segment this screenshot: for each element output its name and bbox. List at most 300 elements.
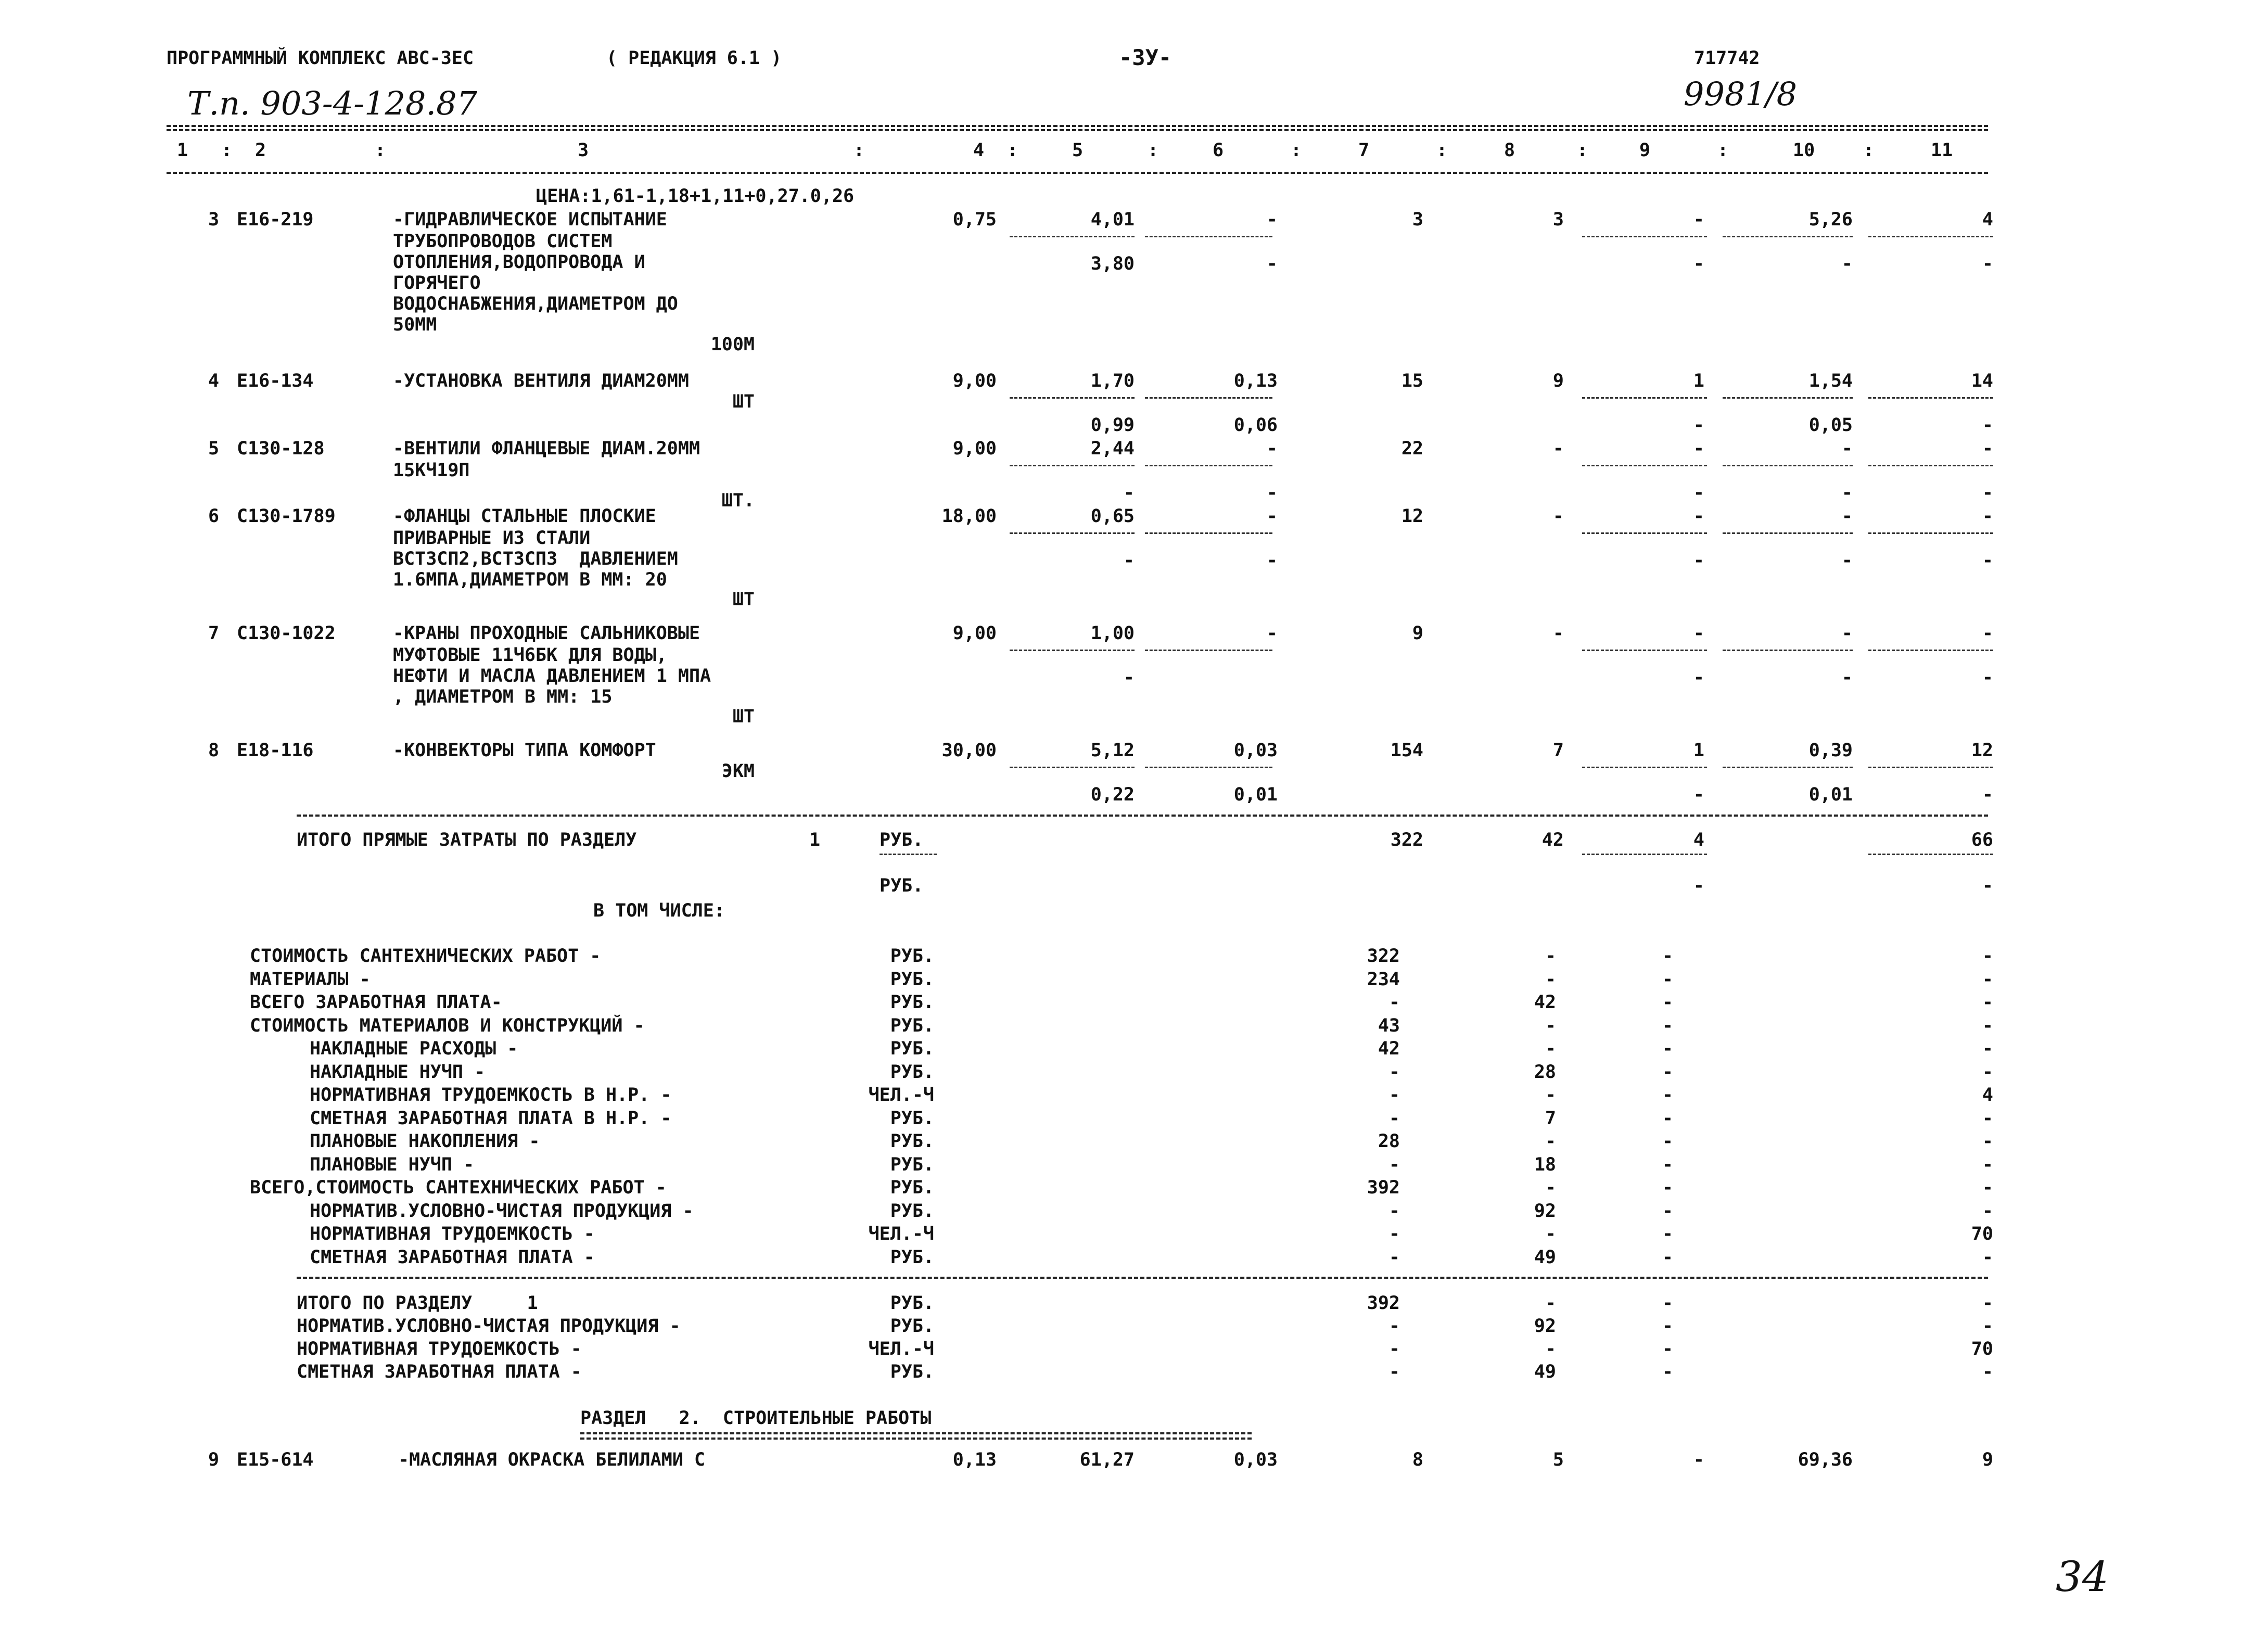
cell-c8: 9	[1552, 371, 1564, 391]
total-c11: 66	[1971, 830, 1993, 850]
summary-unit: РУБ.	[890, 1061, 934, 1083]
column-number-6: 6	[1213, 140, 1224, 161]
section-total-col7: 392	[1367, 1293, 1400, 1314]
column-number-9: 9	[1639, 140, 1651, 161]
row-description-line: ГОРЯЧЕГО	[393, 273, 481, 294]
page-number: 34	[2056, 1553, 2109, 1601]
cell-c4: 0,75	[952, 209, 997, 230]
summary-col7: -	[1388, 1108, 1400, 1129]
column-number-10: 10	[1793, 140, 1815, 161]
cell-divider	[1145, 465, 1272, 466]
cell-c9: 1	[1693, 740, 1704, 761]
section-total-label: СМЕТНАЯ ЗАРАБОТНАЯ ПЛАТА -	[297, 1362, 582, 1382]
cell-c9-sub: -	[1693, 482, 1704, 503]
summary-col8: -	[1545, 1085, 1556, 1105]
summary-col9: -	[1662, 1131, 1673, 1152]
summary-col9: -	[1662, 1038, 1673, 1059]
section-total-col9: -	[1662, 1293, 1673, 1314]
summary-unit: РУБ.	[890, 1108, 934, 1129]
section-total-col11: -	[1982, 1316, 1993, 1337]
cell-c6: 0,03	[1233, 740, 1278, 761]
cell-c11-sub: -	[1982, 482, 1993, 503]
row-number: 3	[208, 209, 220, 230]
cell-divider	[1723, 767, 1853, 768]
summary-col8: -	[1545, 1015, 1556, 1036]
summary-col7: -	[1388, 1246, 1400, 1268]
cell-c8: 5	[1552, 1449, 1564, 1470]
column-number-7: 7	[1358, 140, 1370, 161]
column-separator: :	[1007, 140, 1018, 161]
cell-c11: 14	[1971, 371, 1993, 391]
summary-col7: -	[1388, 1061, 1400, 1083]
cell-c10: -	[1841, 438, 1853, 459]
cell-divider	[1723, 397, 1853, 399]
summary-col11: 70	[1971, 1224, 1993, 1244]
cell-c11: -	[1982, 506, 1993, 527]
summary-label: НОРМАТИВ.УСЛОВНО-ЧИСТАЯ ПРОДУКЦИЯ -	[310, 1200, 694, 1222]
cell-c9: -	[1693, 209, 1704, 230]
summary-label: ПЛАНОВЫЕ НАКОПЛЕНИЯ -	[310, 1131, 540, 1152]
section-total-col9: -	[1662, 1316, 1673, 1337]
summary-col9: -	[1662, 1085, 1673, 1105]
cell-c10-sub: -	[1841, 253, 1853, 274]
cell-c10: 1,54	[1808, 371, 1853, 391]
row-code: С130-128	[237, 438, 325, 459]
cell-c5-sub: -	[1123, 667, 1135, 688]
total-c7: 322	[1390, 830, 1423, 850]
summary-label: СТОИМОСТЬ МАТЕРИАЛОВ И КОНСТРУКЦИЙ -	[250, 1015, 645, 1036]
summary-col11: -	[1982, 946, 1993, 966]
cell-divider	[1010, 650, 1135, 651]
column-number-2: 2	[255, 140, 266, 161]
summary-col9: -	[1662, 1154, 1673, 1175]
summary-col7: 322	[1367, 946, 1400, 966]
cell-c9: -	[1693, 623, 1704, 644]
row-unit: ШТ	[732, 706, 755, 727]
cell-c9-sub: -	[1693, 415, 1704, 436]
cell-c9-sub: -	[1693, 667, 1704, 688]
cell-divider	[1010, 767, 1135, 768]
row-description-line: 15КЧ19П	[393, 460, 470, 481]
cell-divider	[1582, 767, 1707, 768]
including-heading: В ТОМ ЧИСЛЕ:	[593, 900, 725, 921]
cell-divider	[1868, 465, 1993, 466]
summary-unit: РУБ.	[890, 946, 934, 966]
summary-col9: -	[1662, 1015, 1673, 1036]
cell-c7: 12	[1401, 506, 1423, 527]
summary-label: НАКЛАДНЫЕ НУЧП -	[310, 1061, 486, 1083]
summary-col9: -	[1662, 1061, 1673, 1083]
summary-col9: -	[1662, 1246, 1673, 1268]
column-separator: :	[853, 140, 865, 161]
column-separator: :	[221, 140, 233, 161]
cell-divider	[1582, 532, 1707, 534]
column-number-1: 1	[177, 140, 188, 161]
program-title: ПРОГРАММНЫЙ КОМПЛЕКС АВС-ЗЕС	[167, 48, 474, 69]
cell-c9: -	[1693, 438, 1704, 459]
cell-divider	[1582, 236, 1707, 237]
summary-col8: -	[1545, 946, 1556, 966]
summary-unit: РУБ.	[890, 1200, 934, 1222]
column-number-3: 3	[578, 140, 589, 161]
row-code: Е15-614	[237, 1449, 314, 1470]
summary-unit: РУБ.	[890, 1177, 934, 1198]
summary-col7: 234	[1367, 969, 1400, 990]
summary-unit: ЧЕЛ.-Ч	[868, 1224, 934, 1244]
cell-divider	[1723, 532, 1853, 534]
section-total-col8: -	[1545, 1339, 1556, 1359]
summary-unit: РУБ.	[890, 1131, 934, 1152]
column-number-4: 4	[973, 140, 985, 161]
inventory-number: 9981/8	[1684, 75, 1798, 113]
row-number: 6	[208, 506, 220, 527]
cell-divider	[1145, 397, 1272, 399]
total-divider	[1868, 854, 1993, 855]
cell-c10-sub: -	[1841, 667, 1853, 688]
summary-col8: -	[1545, 1224, 1556, 1244]
cell-divider	[1010, 465, 1135, 466]
row-number: 9	[208, 1449, 220, 1470]
section-total-unit: ЧЕЛ.-Ч	[868, 1339, 934, 1359]
summary-col8: 42	[1534, 992, 1556, 1013]
summary-col8: -	[1545, 1038, 1556, 1059]
column-separator: :	[1436, 140, 1448, 161]
section-rule-2	[297, 1277, 1988, 1279]
section-2-title: РАЗДЕЛ 2. СТРОИТЕЛЬНЫЕ РАБОТЫ	[580, 1408, 932, 1429]
cell-divider	[1145, 532, 1272, 534]
row-description-line: -КРАНЫ ПРОХОДНЫЕ САЛЬНИКОВЫЕ	[393, 623, 700, 644]
total-unit: РУБ.	[880, 830, 924, 850]
summary-col11: -	[1982, 1061, 1993, 1083]
cell-c9: 1	[1693, 371, 1704, 391]
summary-col11: 4	[1982, 1085, 1993, 1105]
section-rule-1	[297, 815, 1988, 817]
total-section-number: 1	[809, 830, 821, 850]
cell-divider	[1723, 465, 1853, 466]
summary-col9: -	[1662, 1200, 1673, 1222]
cell-c5: 0,65	[1090, 506, 1135, 527]
total-unit-2: РУБ.	[880, 875, 924, 896]
column-separator: :	[1717, 140, 1729, 161]
cell-c5-sub: 3,80	[1090, 253, 1135, 274]
cell-divider	[1868, 650, 1993, 651]
cell-c6: -	[1266, 438, 1278, 459]
row-unit: ЭКМ	[721, 761, 755, 782]
cell-c11: 12	[1971, 740, 1993, 761]
cell-divider	[1723, 650, 1853, 651]
cell-c7: 8	[1412, 1449, 1423, 1470]
total-c8: 42	[1541, 830, 1564, 850]
summary-col8: -	[1545, 969, 1556, 990]
cell-c10: 69,36	[1798, 1449, 1853, 1470]
summary-col11: -	[1982, 1177, 1993, 1198]
cell-c10: -	[1841, 506, 1853, 527]
row-unit: ШТ	[732, 589, 755, 610]
summary-unit: РУБ.	[890, 992, 934, 1013]
cell-divider	[1145, 767, 1272, 768]
summary-col8: 18	[1534, 1154, 1556, 1175]
summary-col7: 43	[1378, 1015, 1400, 1036]
cell-c6-sub: 0,01	[1233, 784, 1278, 805]
summary-unit: РУБ.	[890, 1154, 934, 1175]
section-total-col11: 70	[1971, 1339, 1993, 1359]
section-total-unit: РУБ.	[890, 1293, 934, 1314]
row-description-line: -ФЛАНЦЫ СТАЛЬНЫЕ ПЛОСКИЕ	[393, 506, 656, 527]
cell-c5-sub: 0,99	[1090, 415, 1135, 436]
row-code: Е16-219	[237, 209, 314, 230]
cell-c11-sub: -	[1982, 253, 1993, 274]
summary-col9: -	[1662, 1224, 1673, 1244]
summary-col11: -	[1982, 1015, 1993, 1036]
cell-c9-sub: -	[1693, 784, 1704, 805]
summary-col7: 28	[1378, 1131, 1400, 1152]
row-description-line: -ВЕНТИЛИ ФЛАНЦЕВЫЕ ДИАМ.20ММ	[393, 438, 700, 459]
cell-c6: -	[1266, 623, 1278, 644]
total-divider	[1582, 854, 1707, 855]
cell-c5: 1,70	[1090, 371, 1135, 391]
summary-col11: -	[1982, 1108, 1993, 1129]
cell-divider	[1868, 397, 1993, 399]
cell-c4: 30,00	[941, 740, 997, 761]
summary-unit: РУБ.	[890, 1246, 934, 1268]
section-total-col9: -	[1662, 1339, 1673, 1359]
cell-c10-sub: -	[1841, 550, 1853, 571]
row-description-line: -МАСЛЯНАЯ ОКРАСКА БЕЛИЛАМИ С	[398, 1449, 706, 1470]
cell-c6: 0,03	[1233, 1449, 1278, 1470]
cell-c4: 0,13	[952, 1449, 997, 1470]
cell-c7: 22	[1401, 438, 1423, 459]
row-description-line: 50ММ	[393, 314, 437, 335]
cell-c11-sub: -	[1982, 667, 1993, 688]
column-number-8: 8	[1504, 140, 1515, 161]
summary-col7: 392	[1367, 1177, 1400, 1198]
cell-c11-sub: -	[1982, 784, 1993, 805]
summary-unit: РУБ.	[890, 1015, 934, 1036]
price-note: ЦЕНА:1,61-1,18+1,11+0,27.0,26	[536, 186, 855, 207]
section-total-col7: -	[1388, 1316, 1400, 1337]
section-2-underline	[580, 1432, 1252, 1440]
cell-c8: -	[1552, 623, 1564, 644]
cell-c7: 3	[1412, 209, 1423, 230]
summary-col11: -	[1982, 969, 1993, 990]
row-description-line: -КОНВЕКТОРЫ ТИПА КОМФОРТ	[393, 740, 656, 761]
section-total-col11: -	[1982, 1293, 1993, 1314]
column-separator: :	[1291, 140, 1302, 161]
page-label: -3У-	[1119, 45, 1172, 70]
cell-c10: 5,26	[1808, 209, 1853, 230]
row-code: Е16-134	[237, 371, 314, 391]
section-total-unit: РУБ.	[890, 1362, 934, 1382]
summary-col11: -	[1982, 1131, 1993, 1152]
cell-c10-sub: -	[1841, 482, 1853, 503]
total-c9-sub: -	[1693, 875, 1704, 896]
cell-c9-sub: -	[1693, 253, 1704, 274]
row-description-line: ВСТ3СП2,ВСТ3СП3 ДАВЛЕНИЕМ	[393, 549, 678, 569]
row-code: С130-1789	[237, 506, 336, 527]
cell-c8: 7	[1552, 740, 1564, 761]
row-description-line: 1.6МПА,ДИАМЕТРОМ В ММ: 20	[393, 569, 667, 590]
summary-col9: -	[1662, 1108, 1673, 1129]
cell-divider	[1010, 532, 1135, 534]
section-total-col7: -	[1388, 1362, 1400, 1382]
cell-c6-sub: -	[1266, 482, 1278, 503]
summary-unit: ЧЕЛ.-Ч	[868, 1085, 934, 1105]
summary-col11: -	[1982, 992, 1993, 1013]
cell-c8: -	[1552, 438, 1564, 459]
cell-divider	[1145, 236, 1272, 237]
cell-c11: -	[1982, 623, 1993, 644]
row-number: 5	[208, 438, 220, 459]
cell-c4: 18,00	[941, 506, 997, 527]
row-description-line: , ДИАМЕТРОМ В ММ: 15	[393, 686, 613, 707]
cell-divider	[1868, 767, 1993, 768]
row-number: 7	[208, 623, 220, 644]
row-unit: ШТ	[732, 391, 755, 412]
cell-c9: -	[1693, 506, 1704, 527]
cell-divider	[1582, 397, 1707, 399]
summary-col11: -	[1982, 1154, 1993, 1175]
cell-divider	[1010, 397, 1135, 399]
cell-divider	[1010, 236, 1135, 237]
row-unit: ШТ.	[721, 490, 755, 511]
section-total-label: ИТОГО ПО РАЗДЕЛУ 1	[297, 1293, 538, 1314]
column-number-11: 11	[1931, 140, 1953, 161]
summary-label: НАКЛАДНЫЕ РАСХОДЫ -	[310, 1038, 518, 1059]
summary-col11: -	[1982, 1200, 1993, 1222]
summary-label: СМЕТНАЯ ЗАРАБОТНАЯ ПЛАТА В Н.Р. -	[310, 1108, 672, 1129]
cell-divider	[1145, 650, 1272, 651]
cell-c5-sub: -	[1123, 482, 1135, 503]
cell-c8: 3	[1552, 209, 1564, 230]
cell-c5: 61,27	[1079, 1449, 1135, 1470]
section-total-col7: -	[1388, 1339, 1400, 1359]
cell-c10: 0,39	[1808, 740, 1853, 761]
cell-c5: 1,00	[1090, 623, 1135, 644]
cell-c8: -	[1552, 506, 1564, 527]
summary-label: НОРМАТИВНАЯ ТРУДОЕМКОСТЬ В Н.Р. -	[310, 1085, 672, 1105]
summary-col8: -	[1545, 1131, 1556, 1152]
summary-label: МАТЕРИАЛЫ -	[250, 969, 371, 990]
summary-label: СТОИМОСТЬ САНТЕХНИЧЕСКИХ РАБОТ -	[250, 946, 601, 966]
section-total-label: НОРМАТИВ.УСЛОВНО-ЧИСТАЯ ПРОДУКЦИЯ -	[297, 1316, 681, 1337]
total-label: ИТОГО ПРЯМЫЕ ЗАТРАТЫ ПО РАЗДЕЛУ	[297, 830, 637, 850]
cell-c7: 154	[1390, 740, 1423, 761]
summary-col9: -	[1662, 1177, 1673, 1198]
cell-c5: 4,01	[1090, 209, 1135, 230]
cell-c6: -	[1266, 506, 1278, 527]
cell-c10-sub: 0,01	[1808, 784, 1853, 805]
cell-c11-sub: -	[1982, 550, 1993, 571]
summary-col8: -	[1545, 1177, 1556, 1198]
cell-c6: 0,13	[1233, 371, 1278, 391]
section-total-unit: РУБ.	[890, 1316, 934, 1337]
cell-c4: 9,00	[952, 371, 997, 391]
cell-c10: -	[1841, 623, 1853, 644]
row-code: С130-1022	[237, 623, 336, 644]
column-separator: :	[1577, 140, 1588, 161]
cell-divider	[1582, 465, 1707, 466]
column-separator: :	[1148, 140, 1159, 161]
summary-label: ПЛАНОВЫЕ НУЧП -	[310, 1154, 475, 1175]
summary-col7: -	[1388, 1154, 1400, 1175]
summary-col8: 49	[1534, 1246, 1556, 1268]
cell-c11-sub: -	[1982, 415, 1993, 436]
summary-label: НОРМАТИВНАЯ ТРУДОЕМКОСТЬ -	[310, 1224, 595, 1244]
row-number: 4	[208, 371, 220, 391]
cell-c9-sub: -	[1693, 550, 1704, 571]
summary-label: СМЕТНАЯ ЗАРАБОТНАЯ ПЛАТА -	[310, 1246, 595, 1268]
summary-col7: -	[1388, 1085, 1400, 1105]
cell-c5-sub: 0,22	[1090, 784, 1135, 805]
cell-c9: -	[1693, 1449, 1704, 1470]
summary-col7: -	[1388, 1200, 1400, 1222]
cell-divider	[1723, 236, 1853, 237]
cell-c6-sub: -	[1266, 550, 1278, 571]
column-separator: :	[375, 140, 386, 161]
row-description-line: МУФТОВЫЕ 11Ч6БК ДЛЯ ВОДЫ,	[393, 645, 667, 666]
cell-divider	[1868, 236, 1993, 237]
summary-col9: -	[1662, 969, 1673, 990]
section-total-col8: 49	[1534, 1362, 1556, 1382]
row-description-line: ВОДОСНАБЖЕНИЯ,ДИАМЕТРОМ ДО	[393, 294, 678, 314]
cell-c5-sub: -	[1123, 550, 1135, 571]
total-c11-sub: -	[1982, 875, 1993, 896]
cell-c10-sub: 0,05	[1808, 415, 1853, 436]
row-description-line: -УСТАНОВКА ВЕНТИЛЯ ДИАМ20ММ	[393, 371, 689, 391]
cell-c4: 9,00	[952, 623, 997, 644]
cell-c11: 4	[1982, 209, 1993, 230]
tp-number: Т.п. 903-4-128.87	[187, 84, 478, 122]
summary-unit: РУБ.	[890, 1038, 934, 1059]
total-divider	[880, 854, 937, 855]
cell-c7: 9	[1412, 623, 1423, 644]
cell-divider	[1868, 532, 1993, 534]
row-number: 8	[208, 740, 220, 761]
row-description-line: ПРИВАРНЫЕ ИЗ СТАЛИ	[393, 528, 591, 549]
summary-col7: -	[1388, 1224, 1400, 1244]
row-description-line: ТРУБОПРОВОДОВ СИСТЕМ	[393, 231, 613, 252]
summary-col8: 28	[1534, 1061, 1556, 1083]
cell-c11: 9	[1982, 1449, 1993, 1470]
section-total-col8: 92	[1534, 1316, 1556, 1337]
edition: ( РЕДАКЦИЯ 6.1 )	[606, 48, 782, 69]
cell-c5: 5,12	[1090, 740, 1135, 761]
cell-c6: -	[1266, 209, 1278, 230]
row-unit: 100М	[710, 334, 755, 355]
cell-c7: 15	[1401, 371, 1423, 391]
cell-c4: 9,00	[952, 438, 997, 459]
row-description-line: -ГИДРАВЛИЧЕСКОЕ ИСПЫТАНИЕ	[393, 209, 667, 230]
section-total-col9: -	[1662, 1362, 1673, 1382]
summary-col9: -	[1662, 992, 1673, 1013]
summary-col7: -	[1388, 992, 1400, 1013]
row-description-line: ОТОПЛЕНИЯ,ВОДОПРОВОДА И	[393, 252, 645, 273]
cell-c6-sub: -	[1266, 253, 1278, 274]
cell-c11: -	[1982, 438, 1993, 459]
summary-col7: 42	[1378, 1038, 1400, 1059]
summary-col11: -	[1982, 1038, 1993, 1059]
summary-label: ВСЕГО ЗАРАБОТНАЯ ПЛАТА-	[250, 992, 502, 1013]
section-total-col11: -	[1982, 1362, 1993, 1382]
row-description-line: НЕФТИ И МАСЛА ДАВЛЕНИЕМ 1 МПА	[393, 666, 711, 686]
column-separator: :	[1863, 140, 1875, 161]
cell-divider	[1582, 650, 1707, 651]
row-code: Е18-116	[237, 740, 314, 761]
doc-code: 717742	[1694, 48, 1760, 69]
summary-col11: -	[1982, 1246, 1993, 1268]
summary-unit: РУБ.	[890, 969, 934, 990]
cell-c5: 2,44	[1090, 438, 1135, 459]
